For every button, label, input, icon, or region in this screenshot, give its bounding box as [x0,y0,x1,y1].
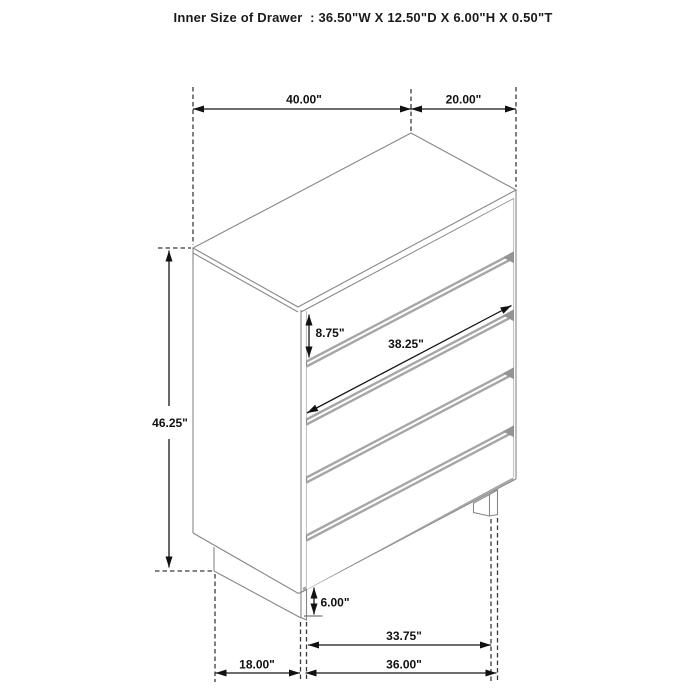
dim-overall-height [152,251,188,568]
dim-top-width [193,93,411,110]
dim-label-base-depth: 18.00" [239,657,275,672]
dim-label-base-width: 36.00" [386,657,422,672]
dim-label-top-width: 40.00" [286,92,322,107]
dim-base-depth [216,658,301,674]
dim-base-width [306,658,497,674]
dim-base-inner-width [308,629,491,645]
chest-drawing [193,133,516,620]
dim-label-top-drawer-height: 8.75" [315,326,345,340]
drawer-fronts [307,199,514,590]
base-left-rail [214,547,301,618]
dim-leg-height [304,588,350,617]
dim-label-leg-height: 6.00" [320,595,350,610]
dim-top-depth [411,93,516,110]
dim-label-top-depth: 20.00" [445,92,482,107]
diagram-title: Inner Size of Drawer : 36.50"W X 12.50"D X 6.00"H X 0.50"T [173,10,553,25]
dim-label-base-inner-width: 33.75" [386,629,422,643]
dim-label-overall-height: 46.25" [152,416,188,430]
side-panel [193,248,299,594]
dim-label-drawer-front-width: 38.25" [388,337,424,351]
